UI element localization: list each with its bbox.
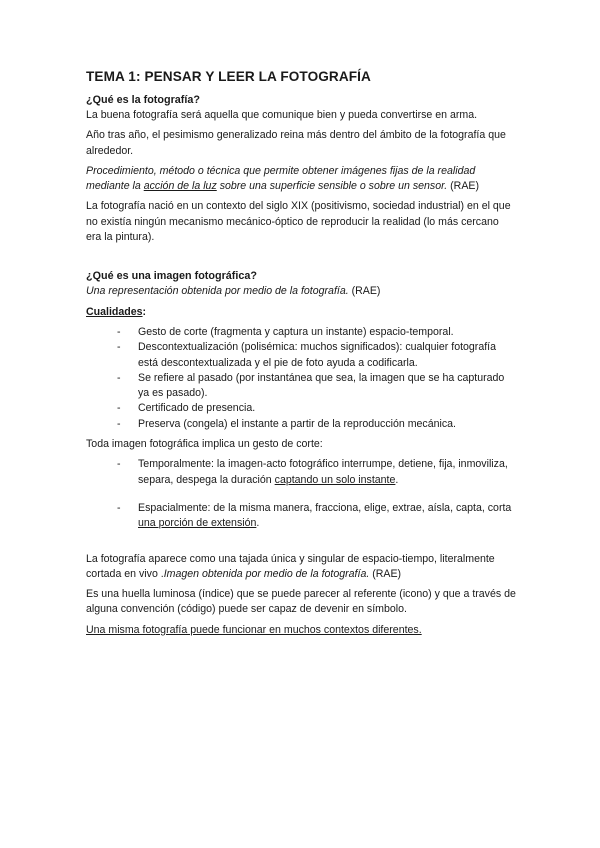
definition-paragraph — [86, 164, 516, 195]
definition-text: Procedimiento, método o técnica que permite obtener imágenes fijas de la realidad mediante la — [86, 164, 476, 193]
section-heading-photographic-image: ¿Qué es una imagen fotográfica? — [86, 270, 257, 283]
list-item: - Se refiere al pasado (por instantánea que sea, la imagen que se ha capturado ya es pasado). — [86, 371, 516, 402]
cut-list — [86, 457, 516, 531]
qualities-list — [86, 325, 516, 432]
definition-text: Una representación obtenida por medio de la fotografía. — [86, 285, 349, 298]
page-title: TEMA 1: PENSAR Y LEER LA FOTOGRAFÍA — [86, 69, 371, 84]
paragraph: La buena fotografía será aquella que comunique bien y pueda convertirse en arma. — [86, 109, 478, 121]
list-item: - Espacialmente: de la misma manera, fracciona, elige, extrae, aísla, capta, corta una porción de extensión. — [86, 501, 516, 532]
section-heading-photography: ¿Qué es la fotografía? — [86, 94, 200, 106]
definition-underlined: acción de la luz — [143, 180, 217, 193]
paragraph: La fotografía nació en un contexto del siglo XIX (positivismo, sociedad industrial) en el que no existía ningún mecanismo mecánico-óptico de reproducir la realidad (lo más cercano era la pintura). — [86, 200, 511, 244]
list-item: - Temporalmente: la imagen-acto fotográfico interrumpe, detiene, fija, inmoviliza, separa, despega la duración captando un solo instante. — [86, 457, 516, 488]
definition-text-end: sobre una superficie sensible o sobre un sensor. — [216, 180, 448, 193]
paragraph: La fotografía aparece como una tajada única y singular de espacio-tiempo, literalmente cortada en vivo .Imagen obtenida por medio de la fotografía. (RAE) — [86, 552, 495, 580]
list-item: - Gesto de corte (fragmenta y captura un instante) espacio-temporal. — [86, 325, 516, 340]
definition-paragraph — [86, 284, 516, 299]
list-item: - Preserva (congela) el instante a partir de la reproducción mecánica. — [86, 417, 516, 432]
paragraph: Toda imagen fotográfica implica un gesto de corte: — [86, 438, 323, 451]
qualities-label: Cualidades: — [86, 305, 147, 318]
definition-source: (RAE) — [348, 285, 381, 298]
paragraph: Año tras año, el pesimismo generalizado reina más dentro del ámbito de la fotografía que alrededor. — [86, 129, 506, 157]
definition-source: (RAE) — [447, 180, 479, 193]
document-page — [86, 68, 516, 643]
paragraph: Es una huella luminosa (índice) que se puede parecer al referente (icono) y que a través de alguna convención (código) puede ser capaz de devenir en símbolo. — [86, 588, 516, 616]
list-item: - Certificado de presencia. — [86, 401, 516, 416]
list-item: - Descontextualización (polisémica: muchos significados): cualquier fotografía está descontextualizada y el pie de foto ayuda a codificarla. — [86, 340, 516, 371]
closing-statement: Una misma fotografía puede funcionar en muchos contextos diferentes. — [86, 623, 422, 636]
